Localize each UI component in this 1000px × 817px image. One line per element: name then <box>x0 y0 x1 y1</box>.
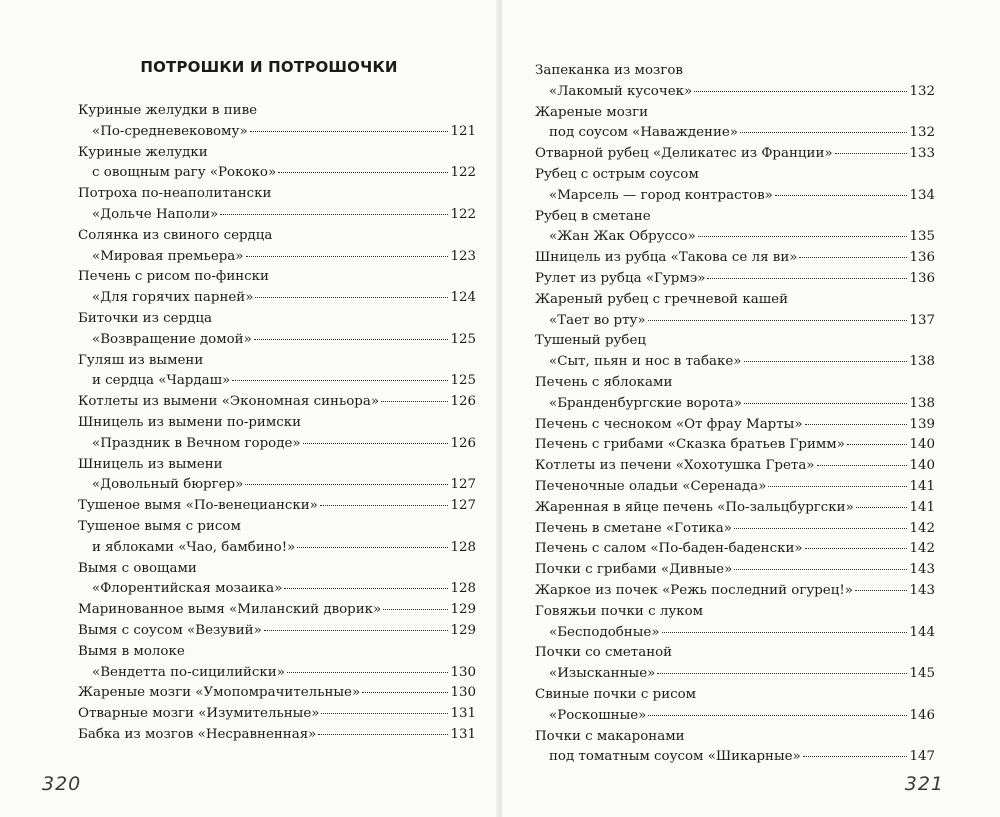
toc-entry-text: Гуляш из вымени <box>78 352 204 368</box>
dot-leader <box>318 734 448 735</box>
toc-entry-line <box>535 727 935 748</box>
toc-entry-text: «Лакомый кусочек» <box>549 83 693 99</box>
toc-entry-line <box>78 247 476 268</box>
toc-entry-line <box>78 642 476 663</box>
toc-page-number: 124 <box>450 290 476 306</box>
toc-entry-text: Почки с грибами «Дивные» <box>535 562 733 578</box>
toc-entry-text: Котлеты из вымени «Экономная синьора» <box>78 394 380 410</box>
dot-leader <box>694 91 907 92</box>
toc-page-number: 125 <box>450 331 476 347</box>
toc-entry-line <box>535 747 935 768</box>
toc-entry-line <box>78 267 476 288</box>
toc-entry-text: Рубец в сметане <box>535 208 651 224</box>
toc-entry-text: Рулет из рубца «Гурмэ» <box>535 270 706 286</box>
toc-entry-line <box>78 683 476 704</box>
dot-leader <box>835 153 908 154</box>
dot-leader <box>847 444 908 445</box>
toc-entry-text: Печеночные оладьи «Серенада» <box>535 478 767 494</box>
toc-entry-text: «Флорентийская мозаика» <box>92 581 283 597</box>
toc-entry-line <box>535 477 935 498</box>
toc-page-number: 141 <box>909 499 935 515</box>
toc-page-number: 126 <box>450 435 476 451</box>
toc-entry-line <box>535 269 935 290</box>
dot-leader <box>657 673 907 674</box>
toc-entry-text: «Праздник в Вечном городе» <box>92 435 301 451</box>
toc-page-number: 125 <box>450 373 476 389</box>
toc-page-number: 122 <box>450 206 476 222</box>
toc-entry-line <box>535 165 935 186</box>
dot-leader <box>287 672 449 673</box>
toc-entry-text: «Вендетта по-сицилийски» <box>92 664 285 680</box>
dot-leader <box>321 713 448 714</box>
toc-entry-line <box>78 496 476 517</box>
dot-leader <box>855 590 908 591</box>
toc-entry-line <box>535 144 935 165</box>
dot-leader <box>648 715 907 716</box>
dot-leader <box>856 507 908 508</box>
toc-entry-text: Жаркое из почек «Режь последний огурец!» <box>535 582 853 598</box>
right-page <box>502 0 1000 817</box>
toc-entry-line <box>78 663 476 684</box>
toc-page-number: 130 <box>450 664 476 680</box>
toc-entry-text: Вымя с соусом «Везувий» <box>78 622 262 638</box>
dot-leader <box>744 361 908 362</box>
toc-entry-line <box>535 227 935 248</box>
toc-entry-text: «Роскошные» <box>549 707 647 723</box>
dot-leader <box>799 257 907 258</box>
toc-page-number: 128 <box>450 539 476 555</box>
toc-entry-line <box>535 82 935 103</box>
toc-entry-line <box>535 331 935 352</box>
toc-page-number: 138 <box>909 354 935 370</box>
toc-entry-text: Отварные мозги «Изумительные» <box>78 706 320 722</box>
toc-entry-text: «Дольче Наполи» <box>92 206 219 222</box>
toc-entry-text: Солянка из свиного сердца <box>78 227 273 243</box>
toc-entry-line <box>535 290 935 311</box>
dot-leader <box>246 256 449 257</box>
toc-entry-line <box>535 643 935 664</box>
toc-page-number: 130 <box>450 685 476 701</box>
dot-leader <box>255 297 448 298</box>
toc-page-number: 140 <box>909 437 935 453</box>
dot-leader <box>381 401 448 402</box>
toc-page-number: 129 <box>450 602 476 618</box>
toc-entry-text: Бабка из мозгов «Несравненная» <box>78 726 317 742</box>
dot-leader <box>734 528 907 529</box>
toc-page-number: 142 <box>909 541 935 557</box>
toc-entry-line <box>78 330 476 351</box>
toc-entry-text: Тушеное вымя с рисом <box>78 518 241 534</box>
toc-entry-line <box>535 311 935 332</box>
toc-entry-line <box>78 226 476 247</box>
toc-entry-text: «Возвращение домой» <box>92 331 252 347</box>
toc-entry-line <box>535 186 935 207</box>
toc-entry-text: «Довольный бюргер» <box>92 477 244 493</box>
toc-page-number: 142 <box>909 520 935 536</box>
toc-page-number: 121 <box>450 123 476 139</box>
toc-entry-line <box>535 664 935 685</box>
toc-entry-text: «Сыт, пьян и нос в табаке» <box>549 354 742 370</box>
dot-leader <box>740 132 907 133</box>
dot-leader <box>805 424 908 425</box>
dot-leader <box>662 632 908 633</box>
dot-leader <box>250 131 449 132</box>
toc-entry-text: Вымя с овощами <box>78 560 197 576</box>
toc-entry-line <box>78 621 476 642</box>
toc-entry-text: Свиные почки с рисом <box>535 686 697 702</box>
toc-right <box>535 61 935 768</box>
toc-entry-text: Говяжьи почки с луком <box>535 603 704 619</box>
toc-page-number: 127 <box>450 477 476 493</box>
dot-leader <box>284 588 448 589</box>
toc-entry-text: Отварной рубец «Деликатес из Франции» <box>535 146 833 162</box>
toc-page-number: 126 <box>450 394 476 410</box>
dot-leader <box>803 756 908 757</box>
toc-entry-line <box>78 309 476 330</box>
toc-page-number: 134 <box>909 187 935 203</box>
toc-entry-line <box>535 602 935 623</box>
toc-entry-line <box>78 143 476 164</box>
toc-page-number: 133 <box>909 146 935 162</box>
toc-page-number: 145 <box>909 666 935 682</box>
toc-entry-text: Шницель из вымени по-римски <box>78 414 302 430</box>
dot-leader <box>278 172 448 173</box>
toc-entry-text: «Мировая премьера» <box>92 248 244 264</box>
toc-page-number: 138 <box>909 395 935 411</box>
toc-entry-line <box>78 559 476 580</box>
toc-entry-line <box>78 371 476 392</box>
toc-entry-line <box>535 61 935 82</box>
toc-entry-line <box>535 103 935 124</box>
toc-entry-text: «Бранденбургские ворота» <box>549 395 742 411</box>
toc-page-number: 139 <box>909 416 935 432</box>
toc-entry-line <box>535 519 935 540</box>
toc-entry-line <box>78 725 476 746</box>
toc-page-number: 127 <box>450 498 476 514</box>
toc-entry-text: Тушеное вымя «По-венециански» <box>78 498 318 514</box>
toc-entry-line <box>78 517 476 538</box>
toc-page-number: 135 <box>909 229 935 245</box>
toc-entry-line <box>78 122 476 143</box>
toc-page-number: 132 <box>909 125 935 141</box>
toc-entry-text: Шницель из рубца «Такова се ля ви» <box>535 250 798 266</box>
toc-page-number: 132 <box>909 83 935 99</box>
toc-entry-line <box>535 456 935 477</box>
toc-entry-text: «Тает во рту» <box>549 312 646 328</box>
dot-leader <box>362 692 448 693</box>
toc-entry-line <box>78 475 476 496</box>
dot-leader <box>264 630 449 631</box>
page-number-left: 320 <box>42 773 82 795</box>
toc-page-number: 136 <box>909 270 935 286</box>
dot-leader <box>698 236 908 237</box>
toc-entry-line <box>535 623 935 644</box>
toc-entry-line <box>535 685 935 706</box>
toc-entry-line <box>78 163 476 184</box>
toc-entry-text: Запеканка из мозгов <box>535 63 683 78</box>
toc-entry-text: Жареные мозги «Умопомрачительные» <box>78 685 361 701</box>
toc-entry-text: Жареный рубец с гречневой кашей <box>535 291 788 307</box>
toc-page-number: 137 <box>909 312 935 328</box>
dot-leader <box>320 505 449 506</box>
dot-leader <box>383 609 448 610</box>
dot-leader <box>805 548 908 549</box>
toc-entry-line <box>78 288 476 309</box>
toc-page-number: 122 <box>450 165 476 181</box>
dot-leader <box>245 484 448 485</box>
toc-entry-line <box>78 184 476 205</box>
toc-entry-text: под соусом «Наваждение» <box>549 125 738 141</box>
toc-entry-text: Почки с макаронами <box>535 728 685 744</box>
toc-entry-line <box>78 455 476 476</box>
toc-entry-text: под томатным соусом «Шикарные» <box>549 749 801 765</box>
dot-leader <box>220 214 448 215</box>
toc-entry-line <box>535 207 935 228</box>
toc-entry-line <box>535 435 935 456</box>
toc-entry-text: «Марсель — город контрастов» <box>549 187 773 203</box>
toc-entry-text: Печень с яблоками <box>535 374 673 390</box>
toc-entry-text: Печень в сметане «Готика» <box>535 520 732 536</box>
dot-leader <box>775 195 908 196</box>
toc-entry-line <box>78 413 476 434</box>
toc-entry-text: Куриные желудки в пиве <box>78 103 258 118</box>
toc-page-number: 129 <box>450 622 476 638</box>
toc-entry-line <box>78 101 476 122</box>
toc-entry-line <box>535 352 935 373</box>
toc-entry-text: и яблоками «Чао, бамбино!» <box>92 539 296 555</box>
toc-entry-text: Шницель из вымени <box>78 456 223 472</box>
toc-entry-line <box>535 373 935 394</box>
chapter-title: ПОТРОШКИ И ПОТРОШОЧКИ <box>140 58 398 76</box>
toc-entry-text: Биточки из сердца <box>78 310 212 326</box>
toc-entry-text: «По-средневековому» <box>92 123 248 139</box>
toc-page-number: 140 <box>909 458 935 474</box>
toc-entry-line <box>535 560 935 581</box>
dot-leader <box>707 278 907 279</box>
toc-entry-text: Печень с грибами «Сказка братьев Гримм» <box>535 437 845 453</box>
dot-leader <box>303 443 449 444</box>
toc-entry-text: Жареные мозги <box>535 104 649 120</box>
toc-page-number: 141 <box>909 478 935 494</box>
toc-page-number: 136 <box>909 250 935 266</box>
dot-leader <box>297 547 448 548</box>
toc-entry-text: Печень с рисом по-фински <box>78 269 269 285</box>
toc-entry-line <box>535 498 935 519</box>
dot-leader <box>744 403 908 404</box>
toc-entry-text: Жаренная в яйце печень «По-зальцбургски» <box>535 499 854 515</box>
toc-entry-text: и сердца «Чардаш» <box>92 373 231 389</box>
toc-entry-text: Куриные желудки <box>78 144 208 160</box>
toc-entry-text: Тушеный рубец <box>535 333 646 349</box>
page-number-right: 321 <box>904 773 944 795</box>
dot-leader <box>768 486 907 487</box>
dot-leader <box>734 569 907 570</box>
dot-leader <box>817 465 908 466</box>
toc-entry-text: «Жан Жак Обруссо» <box>549 229 696 245</box>
dot-leader <box>648 320 908 321</box>
toc-page-number: 128 <box>450 581 476 597</box>
toc-entry-line <box>535 706 935 727</box>
toc-entry-line <box>78 392 476 413</box>
toc-entry-text: Почки со сметаной <box>535 645 673 661</box>
toc-entry-line <box>78 538 476 559</box>
toc-entry-line <box>78 579 476 600</box>
toc-entry-text: Маринованное вымя «Миланский дворик» <box>78 602 382 618</box>
toc-entry-text: Рубец с острым соусом <box>535 166 699 182</box>
toc-entry-line <box>78 704 476 725</box>
toc-entry-line <box>78 351 476 372</box>
dot-leader <box>254 339 449 340</box>
toc-page-number: 144 <box>909 624 935 640</box>
left-page <box>0 0 498 817</box>
toc-page-number: 143 <box>909 582 935 598</box>
toc-entry-text: «Бесподобные» <box>549 624 660 640</box>
toc-page-number: 143 <box>909 562 935 578</box>
toc-entry-line <box>535 539 935 560</box>
dot-leader <box>232 380 448 381</box>
toc-page-number: 123 <box>450 248 476 264</box>
toc-entry-line <box>535 248 935 269</box>
toc-page-number: 147 <box>909 749 935 765</box>
toc-entry-text: Печень с салом «По-баден-баденски» <box>535 541 803 557</box>
toc-entry-text: Потроха по-неаполитански <box>78 186 272 202</box>
toc-entry-text: Печень с чесноком «От фрау Марты» <box>535 416 803 432</box>
toc-entry-line <box>78 600 476 621</box>
toc-left <box>78 101 476 746</box>
toc-entry-text: «Для горячих парней» <box>92 290 254 306</box>
toc-page-number: 131 <box>450 726 476 742</box>
toc-entry-line <box>535 581 935 602</box>
toc-entry-text: Котлеты из печени «Хохотушка Грета» <box>535 458 815 474</box>
toc-entry-line <box>535 415 935 436</box>
toc-entry-text: с овощным рагу «Рококо» <box>92 165 277 181</box>
toc-entry-line <box>535 394 935 415</box>
toc-entry-line <box>78 205 476 226</box>
toc-entry-line <box>535 123 935 144</box>
toc-entry-text: «Изысканные» <box>549 666 656 682</box>
toc-entry-text: Вымя в молоке <box>78 643 185 659</box>
toc-page-number: 146 <box>909 707 935 723</box>
toc-entry-line <box>78 434 476 455</box>
toc-page-number: 131 <box>450 706 476 722</box>
